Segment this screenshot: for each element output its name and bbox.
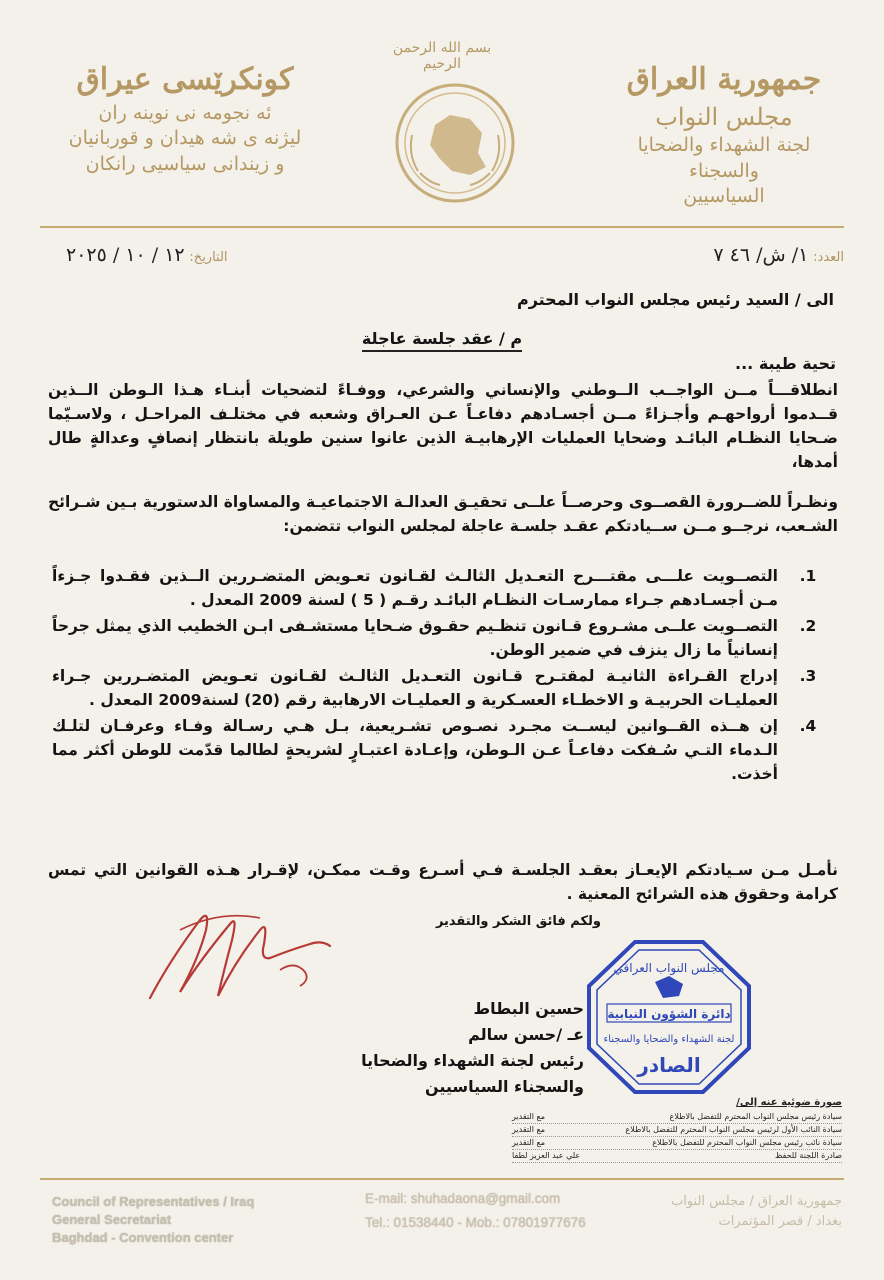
paragraph-2: ونظـراً للضــرورة القصــوى وحرصــاً علــى تحقيـق العدالـة الاجتماعيـة والمساواة الدستورية بـين شـرائح الشـعب، نرجــو مــن ســيادتكم عقـد جلسـة عاجلة لمجلس النواب تتضمن: <box>48 493 838 535</box>
letterhead-kurdish-line3: ليژنه ى شه هيدان و قوربانيان <box>68 127 302 150</box>
cc-recipient: سيادة نائب رئيس مجلس النواب المحترم للتفضل بالاطلاع <box>652 1138 842 1147</box>
cc-recipient: سيادة رئيس مجلس النواب المحترم للتفضل بالاطلاع <box>669 1112 842 1121</box>
signatory-name: حسين البطاط <box>473 999 584 1018</box>
signatory-on-behalf: عـ /حسن سالم <box>468 1025 584 1044</box>
greeting: تحية طيبة ... <box>735 354 836 373</box>
cc-note: مع التقدير <box>512 1138 546 1147</box>
cc-note: مع التقدير <box>512 1125 546 1134</box>
subject-text: م / عقد جلسة عاجلة <box>362 329 522 352</box>
stamp-top-text: مجلس النواب العراقي <box>613 961 725 975</box>
cc-recipient: سيادة النائب الأول لرئيس مجلس النواب المحترم للتفضل بالاطلاع <box>625 1125 842 1134</box>
signatory-title-line1: رئيس لجنة الشهداء والضحايا <box>361 1051 584 1070</box>
list-item-text: إدراج القـراءة الثانيـة لمقتـرح قـانون التعـديل الثالـث لقـانون تعـويض المتضـررين جـراء العمليـات الحربيـة و الاخطـاء العسـكرية و العمليـات الارهابية رقم (20) لسنة2009 المعدل . <box>52 667 778 709</box>
list-item <box>48 714 838 786</box>
letterhead-kurdish <box>50 60 320 177</box>
date-value: ١٢ / ١٠ / ٢٠٢٥ <box>66 244 185 266</box>
document-date <box>66 244 228 266</box>
cc-note: مع التقدير <box>512 1112 546 1121</box>
list-item <box>48 664 838 712</box>
addressee: الى / السيد رئيس مجلس النواب المحترم <box>516 290 834 309</box>
cc-recipient: صادرة اللجنة للحفظ <box>775 1151 842 1160</box>
paragraph-1: انطلاقـــاً مــن الواجــب الــوطني والإنساني والشرعي، ووفـاءً لتضحيات أبنـاء هـذا الـوطن الــذين قــدموا أرواحهـم وأجـزاءً مــن أجسـادهم دفاعـاً عـن العـراق وشعبه في مختلـف المراحـل ، ولاسـيّما ضـحايا النظـام البائـد وضحايا العمليات الإرهابيـة الذين عانوا سنين طويلة بانتظار إنصافٍ وعدالةٍ طال أمدها، <box>48 381 838 471</box>
cc-row <box>512 1124 842 1137</box>
list-item-number: 2. <box>799 617 817 635</box>
request-list <box>48 564 838 788</box>
list-item-number: 1. <box>799 567 817 585</box>
cc-row <box>512 1111 842 1124</box>
list-item <box>48 564 838 612</box>
footer-left-line3: Baghdad - Convention center <box>52 1230 234 1245</box>
letterhead-kurdish-line2: ئه نجومه نى نوينه ران <box>98 101 272 124</box>
number-value: ١/ ش/ ٤٦ ٧ <box>713 244 809 266</box>
footer-divider <box>40 1178 844 1180</box>
stamp-lower-text: لجنة الشهداء والضحايا والسجناء <box>603 1034 735 1045</box>
footer-right-line1: جمهورية العراق / مجلس النواب <box>670 1194 842 1209</box>
letterhead-arabic-line1: جمهورية العراق <box>626 62 822 97</box>
cc-list <box>512 1097 842 1163</box>
stamp-middle-text: دائرة الشؤون النيابية <box>607 1007 731 1021</box>
signatory-title-line2: والسجناء السياسيين <box>424 1077 584 1096</box>
subject-line <box>0 329 884 348</box>
cc-row <box>512 1137 842 1150</box>
parliament-emblem-icon <box>390 75 520 210</box>
cc-note: علي عبد العزيز لطفا <box>512 1151 581 1160</box>
list-item-number: 3. <box>799 667 817 685</box>
footer-right-line2: بغداد / قصر المؤتمرات <box>718 1214 842 1229</box>
footer-arabic-address <box>671 1192 842 1232</box>
list-item-text: التصــويت علــى مشـروع قـانون تنظـيم حقـوق ضـحايا مستشـفى ابـن الخطيب الذي يمثل جرحاً إنسانياً ما زال ينزف في ضمير الوطن. <box>52 617 778 659</box>
footer-english-address <box>52 1193 254 1247</box>
cc-row <box>512 1150 842 1163</box>
list-item-text: التصــويت علـــى مقتـــرح التعـديل الثالـث لقـانون تعـويض المتضـررين الــذين فقـدوا جـزءاً مـن أجسـادهم جـراء ممارسـات النظـام البائـد رقـم ( 5 ) لسنة 2009 المعدل . <box>52 567 778 609</box>
list-item <box>48 614 838 662</box>
footer-phones: Tel.: 01538440 - Mob.: 07801977676 <box>365 1215 586 1230</box>
handwritten-signature <box>140 900 340 1010</box>
letterhead-arabic-line4: السياسيين <box>683 185 765 208</box>
footer-contact <box>365 1187 586 1235</box>
date-label: التاريخ: <box>189 250 228 265</box>
letterhead-arabic <box>604 60 844 210</box>
list-item-text: إن هــذه القــوانين ليســت مجـرد نصـوص تشـريعية، بـل هـي رسـالة وفـاء وعرفـان لتلـك الـدماء التـي سُـفكت دفاعـاً عـن الـوطن، وإعـادة اعتبـارٍ لشريحةٍ لطالما قدّمت للوطن أكثر مما أخذت. <box>52 717 778 783</box>
letterhead-kurdish-line4: و زيندانى سياسيى رانكان <box>85 152 285 175</box>
letterhead-arabic-line2: مجلس النواب <box>655 102 793 131</box>
header-divider <box>40 226 844 228</box>
number-label: العدد: <box>813 250 844 265</box>
letterhead-arabic-line3: لجنة الشهداء والضحايا والسجناء <box>637 133 811 182</box>
footer-email: E-mail: shuhadaona@gmail.com <box>365 1191 561 1206</box>
footer-left-line2: General Secretariat <box>52 1212 172 1227</box>
official-stamp <box>585 938 753 1096</box>
document-number <box>713 244 844 266</box>
footer-left-line1: Council of Representatives / Iraq <box>52 1194 255 1209</box>
closing-paragraph: نأمـل مـن سـيادتكم الإيعـاز بعقـد الجلسـة فـي أسـرع وقـت ممكـن، لإقـرار هـذه القوانين التي تمس كرامة وحقوق هذه الشرائح المعنية . <box>48 861 838 903</box>
stamp-bottom-text: الصادر <box>637 1053 701 1077</box>
basmala: بسم الله الرحمن الرحيم <box>392 40 492 72</box>
letterhead-kurdish-line1: كونكرێسى عيراق <box>76 62 294 97</box>
signatory-block <box>324 996 584 1100</box>
thanks-line: ولكم فائق الشكر والتقدير <box>435 914 601 929</box>
cc-title: صورة ضوئية عنه إلى/ <box>736 1097 842 1108</box>
list-item-number: 4. <box>799 717 817 735</box>
